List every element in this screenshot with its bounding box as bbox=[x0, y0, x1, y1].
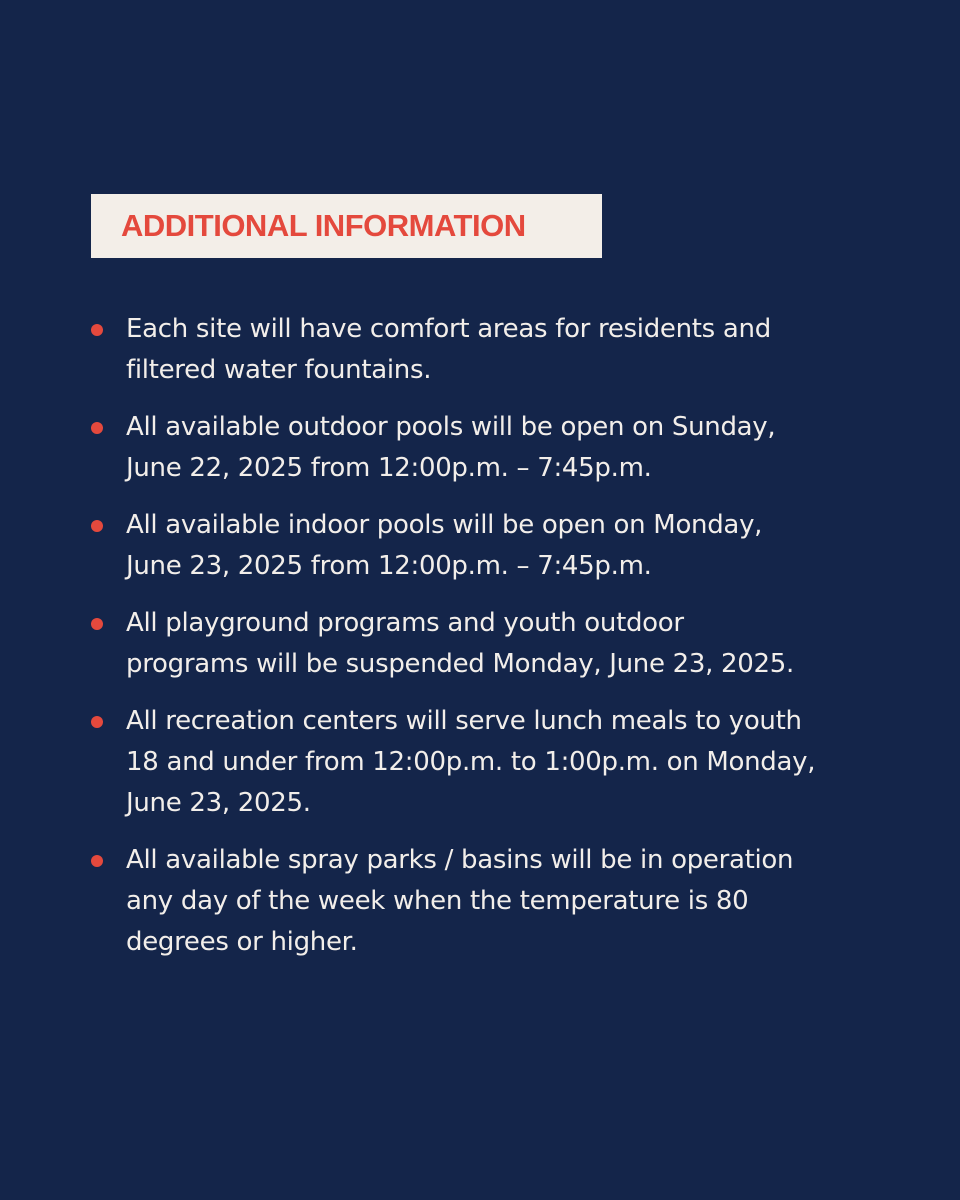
bullet-dot-icon bbox=[91, 618, 103, 630]
section-header-box bbox=[91, 194, 602, 258]
list-item-line: June 23, 2025. bbox=[126, 788, 311, 818]
list-item bbox=[91, 309, 891, 391]
list-item-line: All recreation centers will serve lunch meals to youth bbox=[126, 706, 802, 736]
list-item-line: filtered water fountains. bbox=[126, 355, 432, 385]
list-item bbox=[91, 701, 891, 824]
bullet-dot-icon bbox=[91, 422, 103, 434]
list-item bbox=[91, 505, 891, 587]
info-bullet-list bbox=[91, 309, 891, 979]
list-item-line: 18 and under from 12:00p.m. to 1:00p.m. on Monday, bbox=[126, 747, 816, 777]
bullet-dot-icon bbox=[91, 716, 103, 728]
list-item-line: programs will be suspended Monday, June 23, 2025. bbox=[126, 649, 794, 679]
list-item-line: June 23, 2025 from 12:00p.m. – 7:45p.m. bbox=[126, 551, 652, 581]
list-item bbox=[91, 840, 891, 963]
list-item-line: All available outdoor pools will be open on Sunday, bbox=[126, 412, 776, 442]
bullet-dot-icon bbox=[91, 855, 103, 867]
list-item bbox=[91, 407, 891, 489]
list-item bbox=[91, 603, 891, 685]
list-item-line: degrees or higher. bbox=[126, 927, 358, 957]
list-item-line: All available indoor pools will be open on Monday, bbox=[126, 510, 763, 540]
list-item-line: Each site will have comfort areas for residents and bbox=[126, 314, 771, 344]
list-item-line: June 22, 2025 from 12:00p.m. – 7:45p.m. bbox=[126, 453, 652, 483]
list-item-line: any day of the week when the temperature is 80 bbox=[126, 886, 749, 916]
bullet-dot-icon bbox=[91, 324, 103, 336]
bullet-dot-icon bbox=[91, 520, 103, 532]
section-title: ADDITIONAL INFORMATION bbox=[121, 208, 526, 243]
list-item-line: All playground programs and youth outdoor bbox=[126, 608, 684, 638]
list-item-line: All available spray parks / basins will be in operation bbox=[126, 845, 794, 875]
